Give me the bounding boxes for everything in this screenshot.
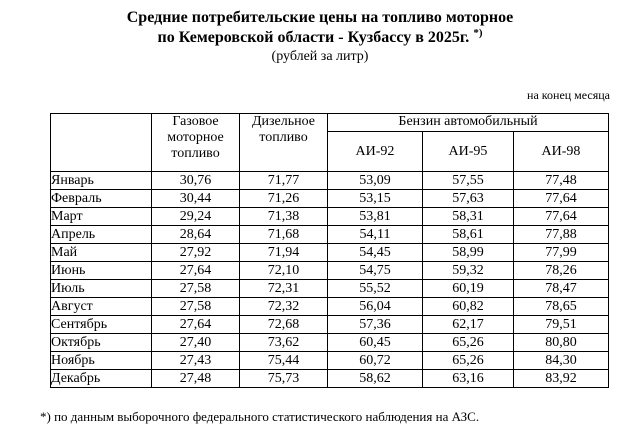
cell-diesel: 71,68 bbox=[240, 226, 328, 244]
cell-diesel: 72,32 bbox=[240, 298, 328, 316]
cell-gas: 27,64 bbox=[152, 316, 240, 334]
cell-month: Сентябрь bbox=[51, 316, 152, 334]
table-row bbox=[51, 244, 609, 262]
cell-diesel: 72,31 bbox=[240, 280, 328, 298]
header-ai98: АИ-98 bbox=[514, 132, 609, 172]
cell-ai98: 77,64 bbox=[514, 208, 609, 226]
cell-ai92: 57,36 bbox=[328, 316, 423, 334]
cell-gas: 27,58 bbox=[152, 298, 240, 316]
cell-ai95: 58,99 bbox=[423, 244, 514, 262]
cell-ai92: 53,09 bbox=[328, 172, 423, 190]
cell-month: Апрель bbox=[51, 226, 152, 244]
cell-ai98: 77,99 bbox=[514, 244, 609, 262]
cell-ai92: 56,04 bbox=[328, 298, 423, 316]
cell-diesel: 71,77 bbox=[240, 172, 328, 190]
table-row bbox=[51, 226, 609, 244]
cell-ai95: 63,16 bbox=[423, 370, 514, 388]
cell-ai92: 54,75 bbox=[328, 262, 423, 280]
cell-ai95: 62,17 bbox=[423, 316, 514, 334]
cell-ai98: 78,47 bbox=[514, 280, 609, 298]
cell-month: Август bbox=[51, 298, 152, 316]
cell-gas: 27,64 bbox=[152, 262, 240, 280]
cell-ai95: 60,19 bbox=[423, 280, 514, 298]
cell-diesel: 75,44 bbox=[240, 352, 328, 370]
cell-ai98: 79,51 bbox=[514, 316, 609, 334]
footnote: *) по данным выборочного федерального статистического наблюдения на АЗС. bbox=[40, 409, 480, 424]
cell-diesel: 71,38 bbox=[240, 208, 328, 226]
cell-ai98: 77,88 bbox=[514, 226, 609, 244]
header-ai95: АИ-95 bbox=[423, 132, 514, 172]
header-diesel: Дизельное топливо bbox=[240, 114, 328, 172]
table-row bbox=[51, 172, 609, 190]
period-note: на конец месяца bbox=[527, 88, 610, 102]
cell-gas: 28,64 bbox=[152, 226, 240, 244]
table-row bbox=[51, 298, 609, 316]
footnote-marker: *) bbox=[473, 27, 483, 39]
cell-gas: 27,58 bbox=[152, 280, 240, 298]
cell-ai92: 60,72 bbox=[328, 352, 423, 370]
cell-ai92: 54,11 bbox=[328, 226, 423, 244]
cell-month: Май bbox=[51, 244, 152, 262]
header-ai92: АИ-92 bbox=[328, 132, 423, 172]
cell-ai98: 78,26 bbox=[514, 262, 609, 280]
cell-gas: 27,48 bbox=[152, 370, 240, 388]
table-row bbox=[51, 262, 609, 280]
cell-ai95: 59,32 bbox=[423, 262, 514, 280]
fuel-prices-table bbox=[50, 113, 609, 388]
cell-month: Ноябрь bbox=[51, 352, 152, 370]
table-row bbox=[51, 352, 609, 370]
cell-ai92: 60,45 bbox=[328, 334, 423, 352]
document-title-line2 bbox=[0, 28, 640, 47]
cell-diesel: 71,94 bbox=[240, 244, 328, 262]
cell-ai95: 57,55 bbox=[423, 172, 514, 190]
cell-ai98: 80,80 bbox=[514, 334, 609, 352]
table-row bbox=[51, 280, 609, 298]
cell-diesel: 73,62 bbox=[240, 334, 328, 352]
cell-diesel: 71,26 bbox=[240, 190, 328, 208]
table-row bbox=[51, 190, 609, 208]
cell-ai98: 84,30 bbox=[514, 352, 609, 370]
cell-ai98: 77,64 bbox=[514, 190, 609, 208]
cell-gas: 30,44 bbox=[152, 190, 240, 208]
cell-ai92: 55,52 bbox=[328, 280, 423, 298]
cell-gas: 27,40 bbox=[152, 334, 240, 352]
cell-ai98: 77,48 bbox=[514, 172, 609, 190]
header-gas: Газовое моторное топливо bbox=[152, 114, 240, 172]
cell-ai98: 83,92 bbox=[514, 370, 609, 388]
header-month bbox=[51, 114, 152, 172]
cell-ai95: 65,26 bbox=[423, 352, 514, 370]
cell-ai95: 60,82 bbox=[423, 298, 514, 316]
cell-ai95: 58,31 bbox=[423, 208, 514, 226]
cell-month: Январь bbox=[51, 172, 152, 190]
document-title-line2-text: по Кемеровской области - Кузбассу в 2025г. bbox=[157, 29, 470, 46]
cell-ai95: 58,61 bbox=[423, 226, 514, 244]
table-row bbox=[51, 334, 609, 352]
table-row bbox=[51, 370, 609, 388]
cell-diesel: 75,73 bbox=[240, 370, 328, 388]
cell-gas: 27,92 bbox=[152, 244, 240, 262]
cell-diesel: 72,68 bbox=[240, 316, 328, 334]
cell-month: Март bbox=[51, 208, 152, 226]
cell-month: Декабрь bbox=[51, 370, 152, 388]
cell-gas: 29,24 bbox=[152, 208, 240, 226]
cell-month: Февраль bbox=[51, 190, 152, 208]
cell-ai95: 65,26 bbox=[423, 334, 514, 352]
cell-diesel: 72,10 bbox=[240, 262, 328, 280]
cell-ai95: 57,63 bbox=[423, 190, 514, 208]
cell-gas: 30,76 bbox=[152, 172, 240, 190]
table-row bbox=[51, 316, 609, 334]
cell-ai92: 53,81 bbox=[328, 208, 423, 226]
table-row bbox=[51, 208, 609, 226]
cell-ai92: 53,15 bbox=[328, 190, 423, 208]
units-subtitle: (рублей за литр) bbox=[271, 49, 369, 64]
table-header-row bbox=[51, 114, 609, 132]
cell-ai98: 78,65 bbox=[514, 298, 609, 316]
cell-month: Июль bbox=[51, 280, 152, 298]
cell-ai92: 54,45 bbox=[328, 244, 423, 262]
header-petrol: Бензин автомобильный bbox=[328, 114, 609, 132]
cell-ai92: 58,62 bbox=[328, 370, 423, 388]
cell-month: Октябрь bbox=[51, 334, 152, 352]
cell-gas: 27,43 bbox=[152, 352, 240, 370]
cell-month: Июнь bbox=[51, 262, 152, 280]
document-title-line1: Средние потребительские цены на топливо моторное bbox=[126, 9, 514, 26]
